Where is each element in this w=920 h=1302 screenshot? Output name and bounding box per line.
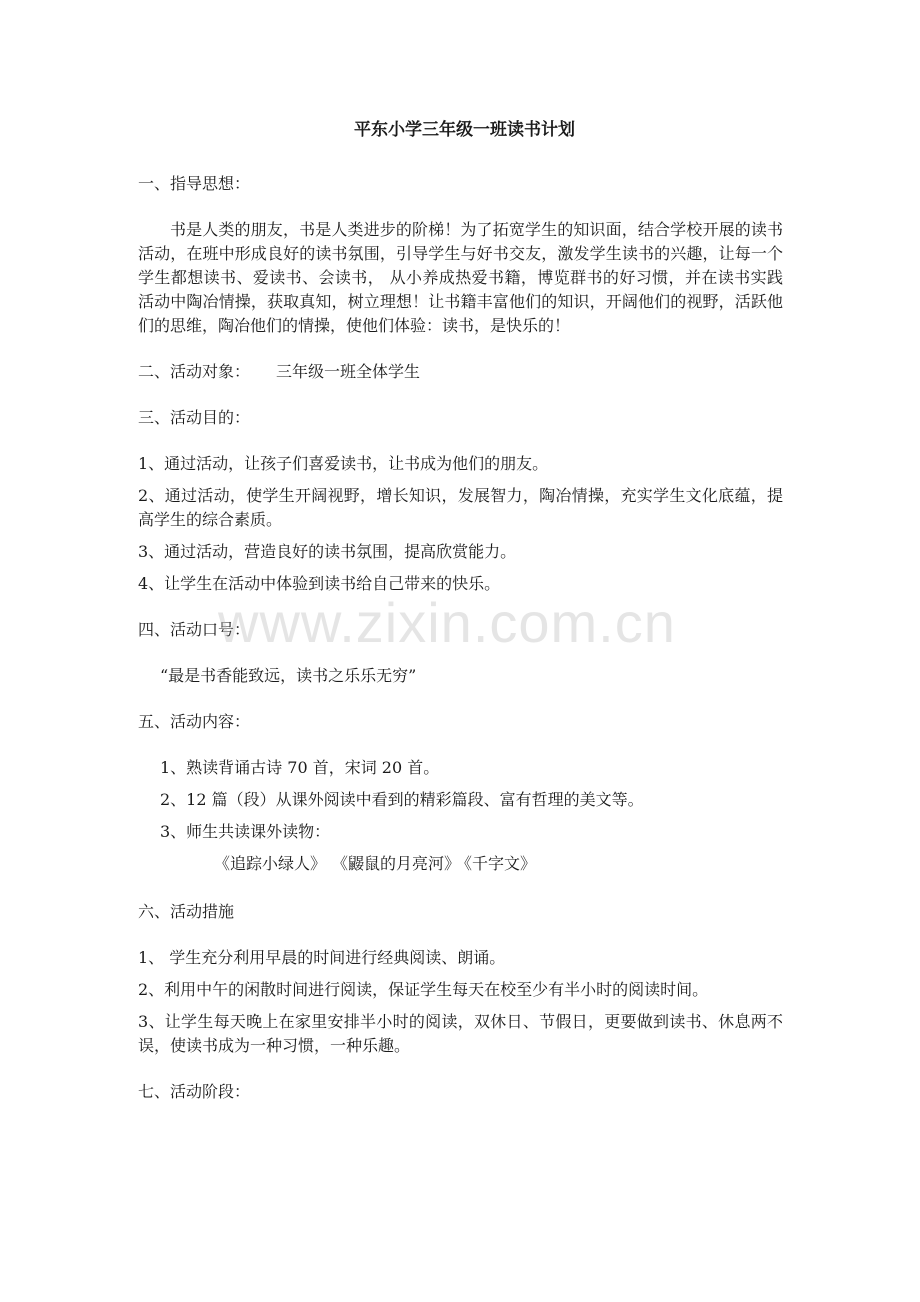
section-2-heading: 二、活动对象： [138, 362, 251, 381]
book-title-2: 《鼹鼠的月亮河》 [340, 854, 461, 873]
section-5-heading: 五、活动内容： [138, 712, 251, 731]
section-4-heading: 四、活动口号： [138, 620, 251, 639]
section-3-item-2: 2、通过活动，使学生开阔视野，增长知识，发展智力，陶冶情操，充实学生文化底蕴，提高学生的综合素质。 [138, 486, 783, 529]
section-1-paragraph: 书是人类的朋友，书是人类进步的阶梯！为了拓宽学生的知识面，结合学校开展的读书活动，在班中形成良好的读书氛围，引导学生与好书交友，激发学生读书的兴趣，让每一个学生都想读书、爱读书、会读书， 从小养成热爱书籍，博览群书的好习惯，并在读书实践活动中陶冶情操，获取真知，树立理想！让书籍丰富他们的知识，开阔他们的视野，活跃他们的思维，陶冶他们的情操，使他们体验：读书，是快乐的！ [138, 220, 783, 335]
section-6-item-2: 2、利用中午的闲散时间进行阅读，保证学生每天在校至少有半小时的阅读时间。 [138, 980, 709, 999]
book-title-1: 《追踪小绿人》 [214, 854, 327, 873]
document-page [138, 118, 783, 1126]
section-5-item-3: 3、师生共读课外读物： [160, 822, 331, 841]
section-5-book-list [138, 852, 783, 876]
section-1-heading: 一、指导思想： [138, 174, 251, 193]
document-title: 平东小学三年级一班读书计划 [354, 120, 575, 140]
section-2-row [138, 360, 783, 384]
section-3-item-3: 3、通过活动，营造良好的读书氛围，提高欣赏能力。 [138, 542, 517, 561]
section-7-heading: 七、活动阶段： [138, 1082, 251, 1101]
section-6-item-1: 1、 学生充分利用早晨的时间进行经典阅读、朗诵。 [138, 948, 506, 967]
book-title-3: 《千字文》 [464, 854, 537, 873]
section-5-item-1: 1、熟读背诵古诗 70 首，宋词 20 首。 [160, 758, 440, 777]
section-3-item-1: 1、通过活动，让孩子们喜爱读书，让书成为他们的朋友。 [138, 454, 549, 473]
watermark-text: www.zixin.com.cn [218, 591, 676, 654]
section-5-item-2: 2、12 篇（段）从课外阅读中看到的精彩篇段、富有哲理的美文等。 [160, 790, 644, 809]
section-6-heading: 六、活动措施 [138, 902, 235, 921]
section-6-item-3: 3、让学生每天晚上在家里安排半小时的阅读，双休日、节假日，更要做到读书、休息两不误，使读书成为一种习惯，一种乐趣。 [138, 1012, 783, 1055]
section-3-item-4: 4、让学生在活动中体验到读书给自己带来的快乐。 [138, 574, 501, 593]
section-3-heading: 三、活动目的： [138, 408, 251, 427]
section-2-value: 三年级一班全体学生 [276, 362, 421, 381]
section-4-slogan: “最是书香能致远，读书之乐乐无穷” [160, 666, 417, 685]
